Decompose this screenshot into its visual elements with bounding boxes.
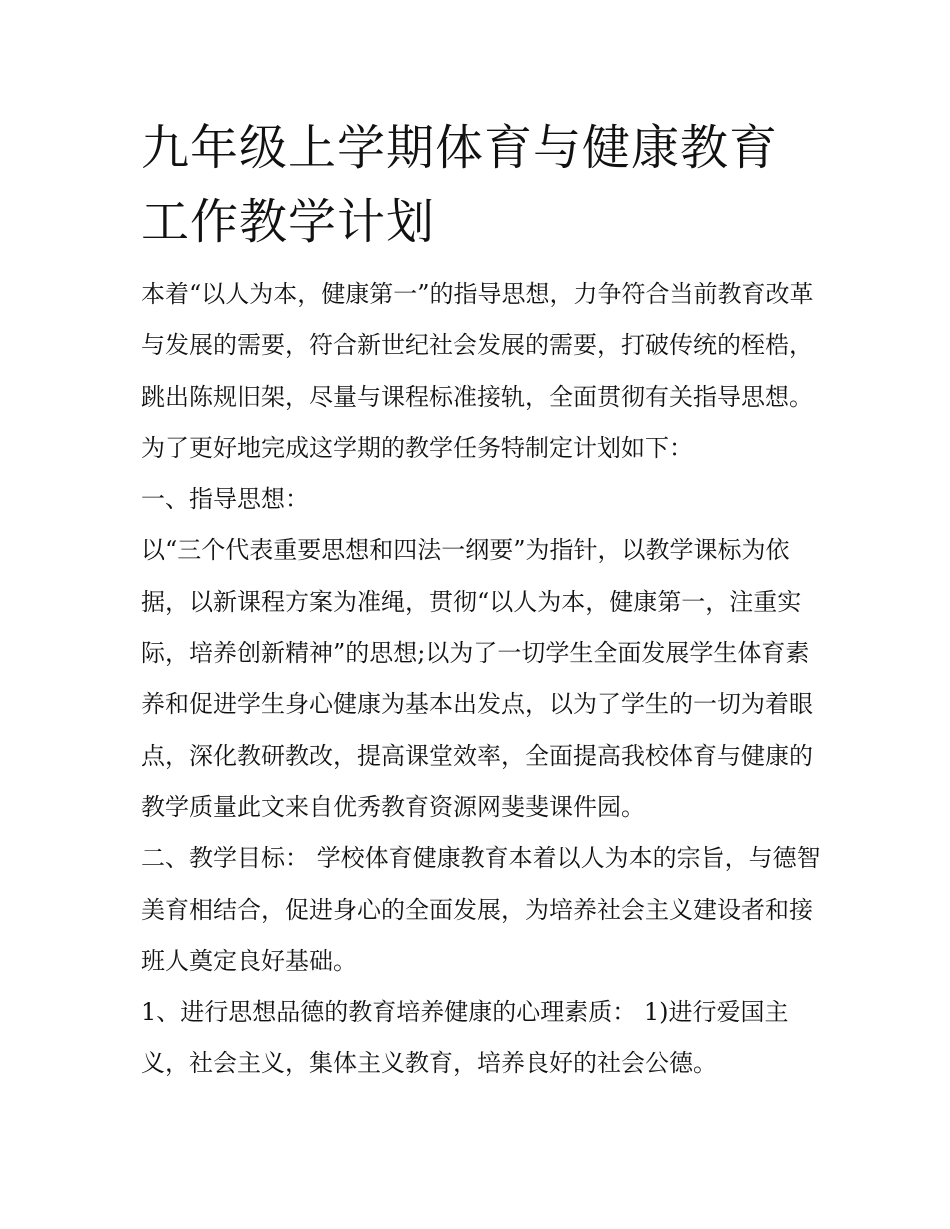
intro-paragraph: 本着“以人为本，健康第一”的指导思想，力争符合当前教育改革与发展的需要，符合新世纪社会发展的需要，打破传统的桎梏，跳出陈规旧架，尽量与课程标准接轨，全面贯彻有关指导思想。为了更好地完成这学期的教学任务特制定计划如下： xyxy=(141,280,814,462)
teaching-goals-paragraph: 二、教学目标： 学校体育健康教育本着以人为本的宗旨，与德智美育相结合，促进身心的全面发展，为培养社会主义建设者和接班人奠定良好基础。 xyxy=(141,844,821,975)
document-title: 九年级上学期体育与健康教育工作教学计划 xyxy=(141,120,779,250)
moral-education-paragraph: 1、进行思想品德的教育培养健康的心理素质： 1)进行爱国主义，社会主义，集体主义教育，培养良好的社会公德。 xyxy=(141,998,789,1078)
section-heading-guiding-ideology: 一、指导思想： xyxy=(141,485,309,514)
guiding-ideology-paragraph: 以“三个代表重要思想和四法一纲要”为指针，以教学课标为依据，以新课程方案为准绳，贯彻“以人为本，健康第一，注重实际，培养创新精神”的思想;以为了一切学生全面发展学生体育素养和促进学生身心健康为基本出发点，以为了学生的一切为着眼点，深化教研教改，提高课堂效率，全面提高我校体育与健康的教学质量此文来自优秀教育资源网斐斐课件园。 xyxy=(141,536,813,821)
